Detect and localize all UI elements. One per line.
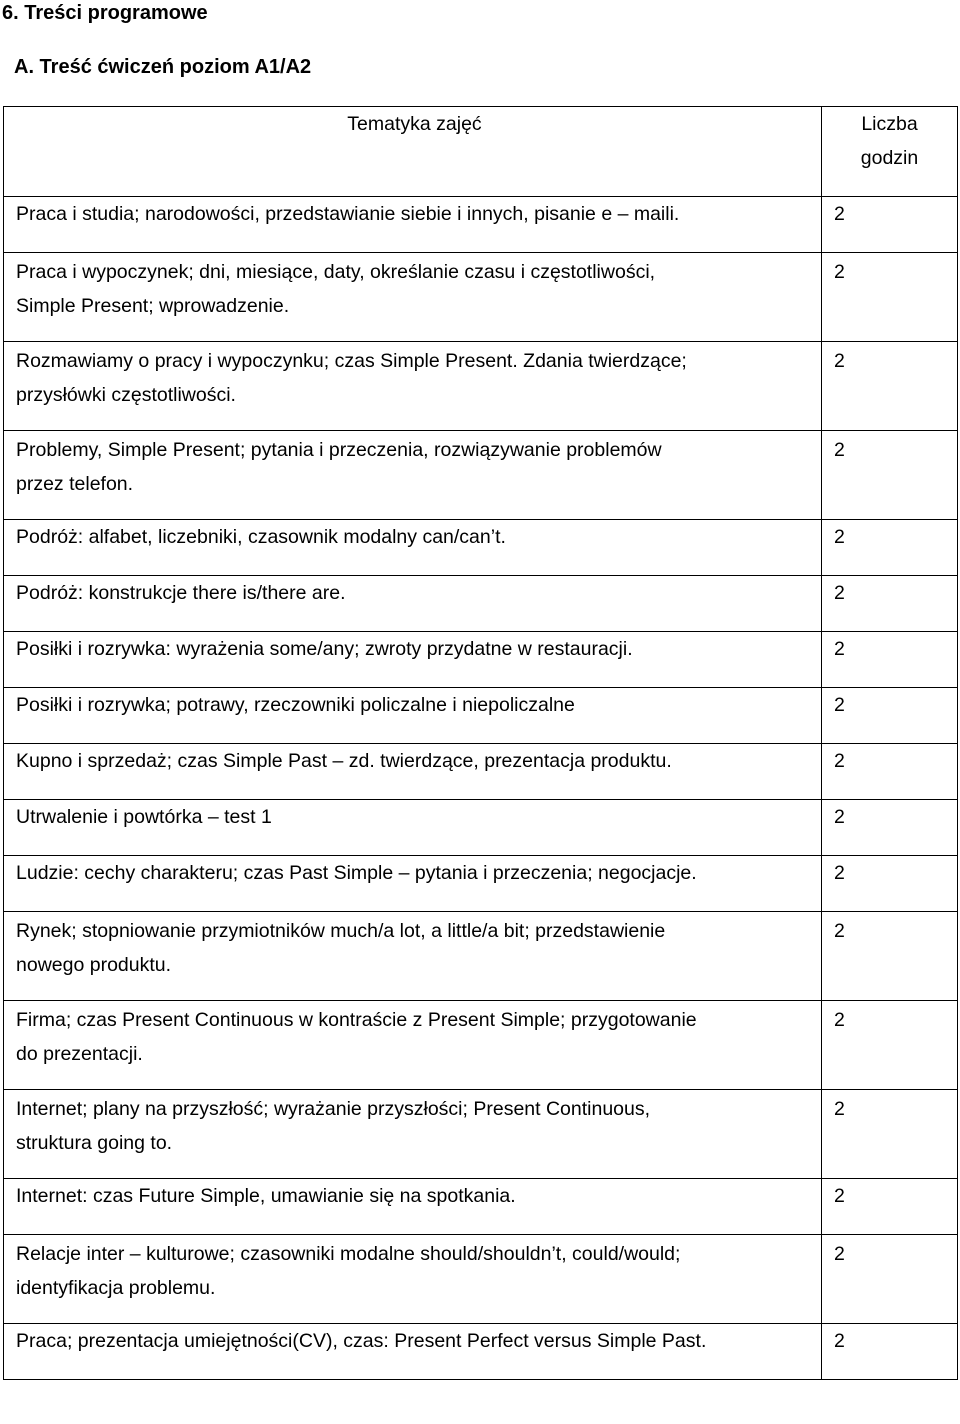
table-row [4, 744, 958, 800]
hours-cell: 2 [822, 253, 958, 342]
hours-cell: 2 [822, 431, 958, 520]
header-topic: Tematyka zajęć [4, 107, 822, 197]
table-row [4, 632, 958, 688]
hours-cell: 2 [822, 1324, 958, 1380]
hours-cell: 2 [822, 1179, 958, 1235]
topic-cell: Podróż: alfabet, liczebniki, czasownik modalny can/can’t. [4, 520, 822, 576]
hours-cell: 2 [822, 1235, 958, 1324]
hours-cell: 2 [822, 744, 958, 800]
topic-cell: Posiłki i rozrywka; potrawy, rzeczowniki policzalne i niepoliczalne [4, 688, 822, 744]
topic-cell: Rozmawiamy o pracy i wypoczynku; czas Simple Present. Zdania twierdzące; przysłówki częstotliwości. [4, 342, 822, 431]
table-row [4, 576, 958, 632]
subsection-heading: A. Treść ćwiczeń poziom A1/A2 [14, 56, 312, 78]
hours-cell: 2 [822, 688, 958, 744]
topic-cell: Ludzie: cechy charakteru; czas Past Simple – pytania i przeczenia; negocjacje. [4, 856, 822, 912]
hours-cell: 2 [822, 800, 958, 856]
table-row [4, 197, 958, 253]
topic-cell: Praca i studia; narodowości, przedstawianie siebie i innych, pisanie e – maili. [4, 197, 822, 253]
topic-cell: Kupno i sprzedaż; czas Simple Past – zd. twierdzące, prezentacja produktu. [4, 744, 822, 800]
table-row [4, 1001, 958, 1090]
topic-cell: Internet; plany na przyszłość; wyrażanie przyszłości; Present Continuous, struktura going to. [4, 1090, 822, 1179]
table-row [4, 253, 958, 342]
topic-cell: Utrwalenie i powtórka – test 1 [4, 800, 822, 856]
section-heading: 6. Treści programowe [2, 2, 208, 24]
hours-cell: 2 [822, 576, 958, 632]
table-row [4, 1235, 958, 1324]
topic-cell: Relacje inter – kulturowe; czasowniki modalne should/shouldn’t, could/would; identyfikacja problemu. [4, 1235, 822, 1324]
table-row [4, 856, 958, 912]
table-row [4, 520, 958, 576]
topic-cell: Internet: czas Future Simple, umawianie się na spotkania. [4, 1179, 822, 1235]
topic-cell: Rynek; stopniowanie przymiotników much/a lot, a little/a bit; przedstawienie nowego produktu. [4, 912, 822, 1001]
topic-cell: Praca; prezentacja umiejętności(CV), czas: Present Perfect versus Simple Past. [4, 1324, 822, 1380]
hours-cell: 2 [822, 856, 958, 912]
table-header-row [4, 107, 958, 197]
hours-cell: 2 [822, 1001, 958, 1090]
topic-cell: Posiłki i rozrywka: wyrażenia some/any; zwroty przydatne w restauracji. [4, 632, 822, 688]
table-row [4, 342, 958, 431]
header-hours: Liczba godzin [822, 107, 958, 197]
topics-table [3, 106, 958, 1380]
topic-cell: Praca i wypoczynek; dni, miesiące, daty, określanie czasu i częstotliwości, Simple Present; wprowadzenie. [4, 253, 822, 342]
table-row [4, 1324, 958, 1380]
topic-cell: Podróż: konstrukcje there is/there are. [4, 576, 822, 632]
table-row [4, 1090, 958, 1179]
table-row [4, 1179, 958, 1235]
topic-cell: Problemy, Simple Present; pytania i przeczenia, rozwiązywanie problemów przez telefon. [4, 431, 822, 520]
hours-cell: 2 [822, 520, 958, 576]
table-row [4, 688, 958, 744]
hours-cell: 2 [822, 1090, 958, 1179]
table-row [4, 800, 958, 856]
hours-cell: 2 [822, 197, 958, 253]
hours-cell: 2 [822, 342, 958, 431]
table-row [4, 912, 958, 1001]
hours-cell: 2 [822, 632, 958, 688]
hours-cell: 2 [822, 912, 958, 1001]
table-row [4, 431, 958, 520]
topic-cell: Firma; czas Present Continuous w kontraście z Present Simple; przygotowanie do prezentacji. [4, 1001, 822, 1090]
